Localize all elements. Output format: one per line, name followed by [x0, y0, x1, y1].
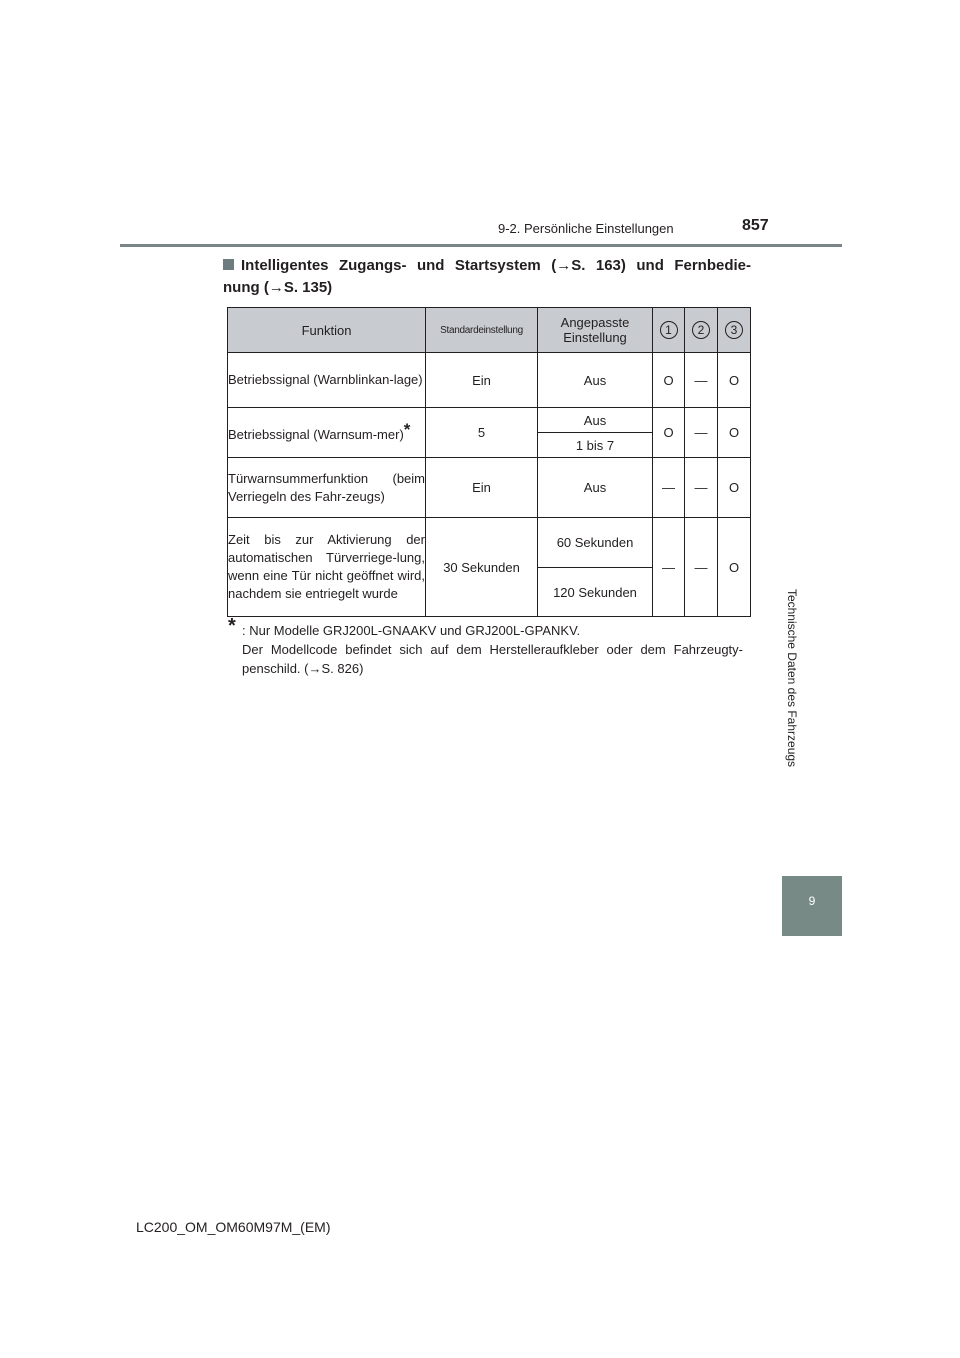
cell-default: Ein	[426, 458, 538, 518]
chapter-number: 9	[808, 894, 816, 908]
cell-custom-b: 1 bis 7	[538, 433, 653, 458]
col-header-custom: Angepasste Einstellung	[538, 308, 653, 353]
cell-custom-a: Aus	[538, 408, 653, 433]
col-header-3	[718, 308, 751, 353]
cell-col2: —	[685, 353, 718, 408]
footer-document-code: LC200_OM_OM60M97M_(EM)	[136, 1219, 331, 1235]
col-header-default: Standardeinstellung	[426, 308, 538, 353]
header-section-title: 9-2. Persönliche Einstellungen	[498, 221, 674, 236]
heading-line-1: Intelligentes Zugangs- und Startsystem (→S. 163) und Fernbedie-	[241, 257, 751, 274]
col-header-function: Funktion	[228, 308, 426, 353]
cell-col2: —	[685, 518, 718, 617]
square-bullet-icon	[223, 259, 234, 270]
footnote-line-3: penschild. (→S. 826)	[242, 661, 364, 676]
cell-custom-a: 60 Sekunden	[538, 518, 653, 568]
cell-function: Türwarnsummerfunktion (beim Verriegeln des Fahr-zeugs)	[228, 458, 426, 518]
chapter-title-vertical: Technische Daten des Fahrzeugs	[785, 588, 799, 768]
footnote-marker: *	[228, 615, 236, 637]
circled-number-1: 1	[660, 321, 678, 339]
settings-table	[227, 307, 751, 617]
cell-function	[228, 408, 426, 458]
cell-col2: —	[685, 408, 718, 458]
cell-col3: O	[718, 458, 751, 518]
cell-col2: —	[685, 458, 718, 518]
table-row	[228, 518, 751, 568]
cell-default: 5	[426, 408, 538, 458]
circled-number-2: 2	[692, 321, 710, 339]
cell-col1: —	[653, 518, 685, 617]
cell-col3: O	[718, 353, 751, 408]
footnote	[228, 615, 743, 678]
footnote-line-2: Der Modellcode befindet sich auf dem Herstelleraufkleber oder dem Fahrzeugty-	[242, 642, 743, 657]
cell-col1: —	[653, 458, 685, 518]
col-header-2	[685, 308, 718, 353]
section-heading	[223, 255, 751, 299]
chapter-tab	[782, 876, 842, 936]
footnote-line-1: : Nur Modelle GRJ200L-GNAAKV und GRJ200L-GPANKV.	[242, 623, 581, 638]
cell-custom-b: 120 Sekunden	[538, 568, 653, 617]
footnote-asterisk: *	[403, 420, 411, 439]
page-number: 857	[742, 217, 769, 234]
cell-col1: O	[653, 408, 685, 458]
table-row	[228, 408, 751, 433]
table-row	[228, 353, 751, 408]
cell-col3: O	[718, 518, 751, 617]
cell-default: Ein	[426, 353, 538, 408]
cell-custom: Aus	[538, 458, 653, 518]
cell-col1: O	[653, 353, 685, 408]
table-row	[228, 458, 751, 518]
header-divider	[120, 244, 842, 247]
cell-function: Zeit bis zur Aktivierung der automatischen Türverriege-lung, wenn eine Tür nicht geöffnet wird, nachdem sie entriegelt wurde	[228, 518, 426, 617]
cell-custom: Aus	[538, 353, 653, 408]
table-header-row	[228, 308, 751, 353]
cell-function: Betriebssignal (Warnblinkan-lage)	[228, 353, 426, 408]
cell-default: 30 Sekunden	[426, 518, 538, 617]
col-header-1	[653, 308, 685, 353]
circled-number-3: 3	[725, 321, 743, 339]
heading-line-2: nung (→S. 135)	[223, 279, 333, 296]
cell-function-text: Betriebssignal (Warnsum-mer)	[228, 427, 404, 442]
cell-col3: O	[718, 408, 751, 458]
